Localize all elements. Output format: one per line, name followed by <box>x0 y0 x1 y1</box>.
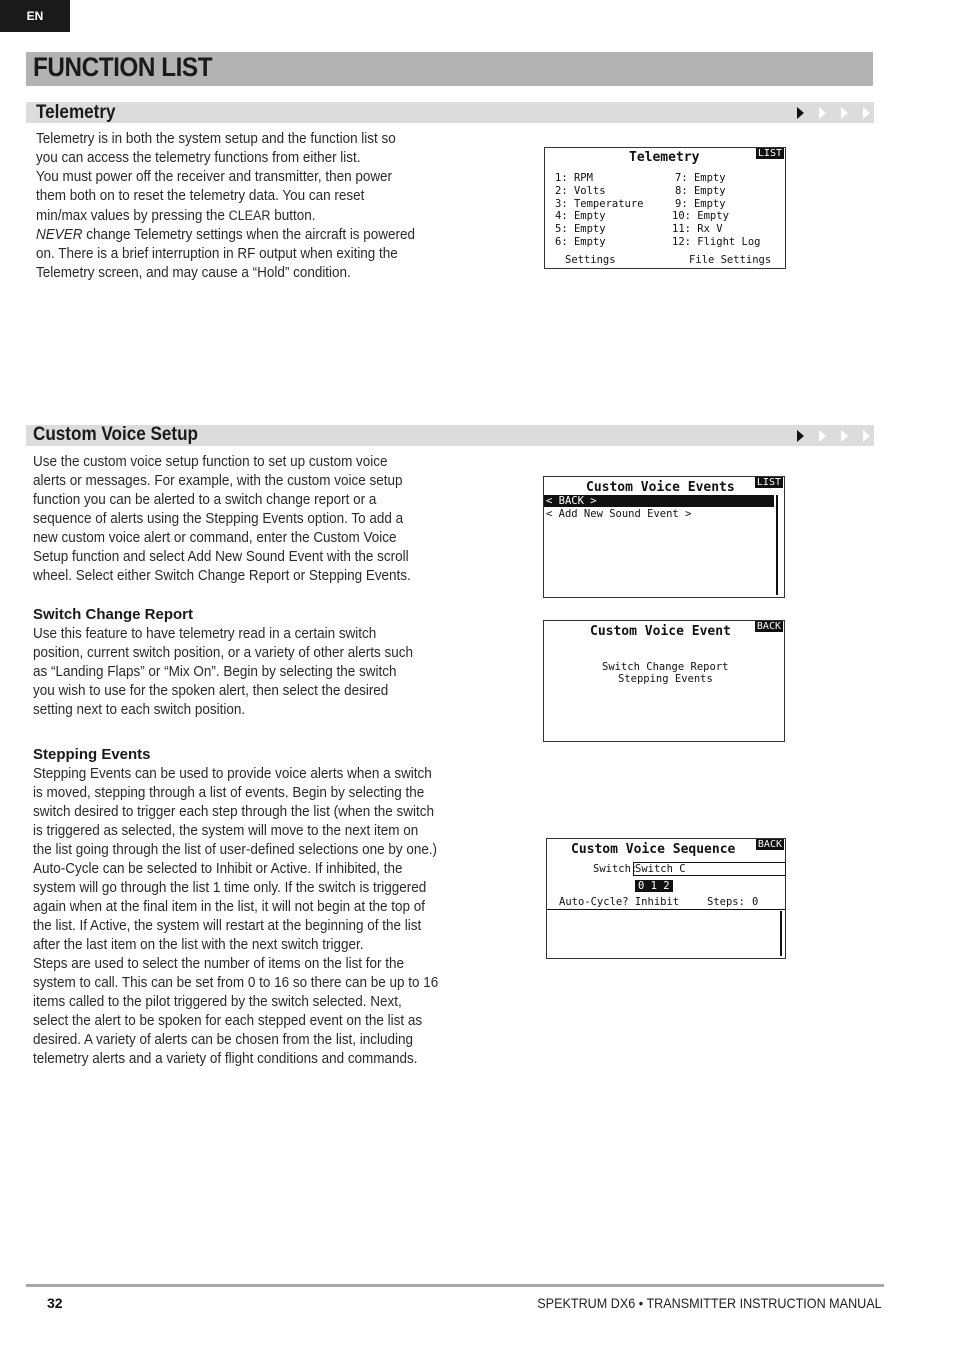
back-badge: BACK <box>756 621 781 632</box>
add-new-sound-event-option: < Add New Sound Event > <box>546 508 692 520</box>
custom-voice-event-screen <box>543 620 785 742</box>
list-badge: LIST <box>756 477 781 488</box>
settings-label: Settings <box>565 254 616 266</box>
back-badge: BACK <box>757 839 782 850</box>
custom-voice-events-screen <box>543 476 785 598</box>
stepping-events-paragraph: Stepping Events can be used to provide voice alerts when a switch is moved, stepping through a list of events. Begin by selecting the switch desired to trigger each step through the list (when the switch is triggered as selected, the system will move to the next item on the list going through the list of user-defined selections one by one.) Auto-Cycle can be selected to Inhibit or Active. If inhibited, the system will go through the list 1 time only. If the switch is triggered again when at the final item in the list, it will not begin at the top of the list. If Active, the system will restart at the beginning of the list after the last item on the list with the next switch trigger. <box>33 766 438 953</box>
telemetry-slot-5: 5: Empty <box>555 223 606 235</box>
telemetry-slot-6: 6: Empty <box>555 236 606 248</box>
switch-positions: 0 1 2 <box>635 880 673 892</box>
list-badge: LIST <box>757 148 782 159</box>
stepping-events-text <box>33 765 438 1069</box>
switch-value: Switch C <box>633 862 786 876</box>
telemetry-slot-2: 2: Volts <box>555 185 606 197</box>
telemetry-paragraph-1: Telemetry is in both the system setup and the function list so you can access the telemetry functions from either list. <box>36 131 396 166</box>
telemetry-section-bar <box>26 102 874 123</box>
telemetry-slot-7: 7: Empty <box>675 172 726 184</box>
stepping-events-heading: Stepping Events <box>33 746 151 763</box>
steps-paragraph: Steps are used to select the number of items on the list for the system to call. This can be set from 0 to 16 so there can be up to 16 items called to the pilot triggered by the switch selected. Next, select the alert to be spoken for each stepped event on the list as desired. A variety of alerts can be chosen from the list, including telemetry alerts and a variety of flight conditions and commands. <box>33 956 439 1067</box>
divider <box>547 909 785 910</box>
telemetry-slot-4: 4: Empty <box>555 210 606 222</box>
page-title: FUNCTION LIST <box>33 52 213 82</box>
telemetry-text <box>36 130 417 283</box>
telemetry-slot-8: 8: Empty <box>675 185 726 197</box>
language-tab: EN <box>0 0 70 32</box>
custom-voice-event-title: Custom Voice Event <box>590 624 731 639</box>
telemetry-slot-3: 3: Temperature <box>555 198 644 210</box>
telemetry-slot-10: 10: Empty <box>672 210 729 222</box>
telemetry-paragraph-3: NEVER change Telemetry settings when the aircraft is powered on. There is a brief interruption in RF output when exiting the Telemetry screen, and may cause a “Hold” condition. <box>36 227 416 281</box>
scrollbar <box>776 495 778 595</box>
footer-rule <box>26 1284 884 1287</box>
switch-label: Switch: <box>593 863 638 875</box>
file-settings-label: File Settings <box>689 254 772 266</box>
page-number: 32 <box>47 1295 63 1311</box>
custom-voice-intro-text: Use the custom voice setup function to set up custom voice alerts or messages. For example, with the custom voice setup function you can be alerted to a switch change report or a sequence of alerts using the Stepping Events option. To add a new custom voice alert or command, enter the Custom Voice Setup function and select Add New Sound Event with the scroll wheel. Select either Switch Change Report or Stepping Events. <box>33 454 411 584</box>
telemetry-slot-9: 9: Empty <box>675 198 726 210</box>
custom-voice-heading: Custom Voice Setup <box>33 424 199 445</box>
stepping-events-option: Stepping Events <box>618 673 713 685</box>
switch-change-text <box>33 625 414 720</box>
custom-voice-intro <box>33 453 414 586</box>
telemetry-slot-1: 1: RPM <box>555 172 593 184</box>
clear-key-label: CLEAR <box>228 208 271 223</box>
custom-voice-events-title: Custom Voice Events <box>586 480 735 495</box>
telemetry-screen-title: Telemetry <box>629 150 700 165</box>
telemetry-slot-11: 11: Rx V <box>672 223 723 235</box>
custom-voice-arrows-icon <box>797 425 871 446</box>
switch-change-heading: Switch Change Report <box>33 606 194 623</box>
manual-title: SPEKTRUM DX6 • TRANSMITTER INSTRUCTION MANUAL <box>537 1295 882 1311</box>
back-option: < BACK > <box>546 495 597 507</box>
custom-voice-sequence-screen <box>546 838 786 959</box>
telemetry-arrows-icon <box>797 102 871 123</box>
steps-label: Steps: <box>707 896 745 908</box>
switch-change-report-option: Switch Change Report <box>602 661 729 673</box>
auto-cycle-setting: Auto-Cycle? Inhibit <box>559 896 680 908</box>
steps-value: 0 <box>752 896 759 908</box>
telemetry-heading: Telemetry <box>36 102 116 123</box>
switch-change-paragraph: Use this feature to have telemetry read in a certain switch position, current switch position, or a variety of other alerts such as “Landing Flaps” or “Mix On”. Begin by selecting the switch you wish to use for the spoken alert, then select the desired setting next to each switch position. <box>33 626 414 718</box>
custom-voice-sequence-title: Custom Voice Sequence <box>571 842 736 857</box>
telemetry-slot-12: 12: Flight Log <box>672 236 761 248</box>
telemetry-paragraph-2: You must power off the receiver and transmitter, then power them both on to reset the telemetry data. You can reset min/max values by pressing the CLEAR button. <box>36 169 393 224</box>
telemetry-screen <box>544 147 786 269</box>
scrollbar <box>780 911 782 956</box>
